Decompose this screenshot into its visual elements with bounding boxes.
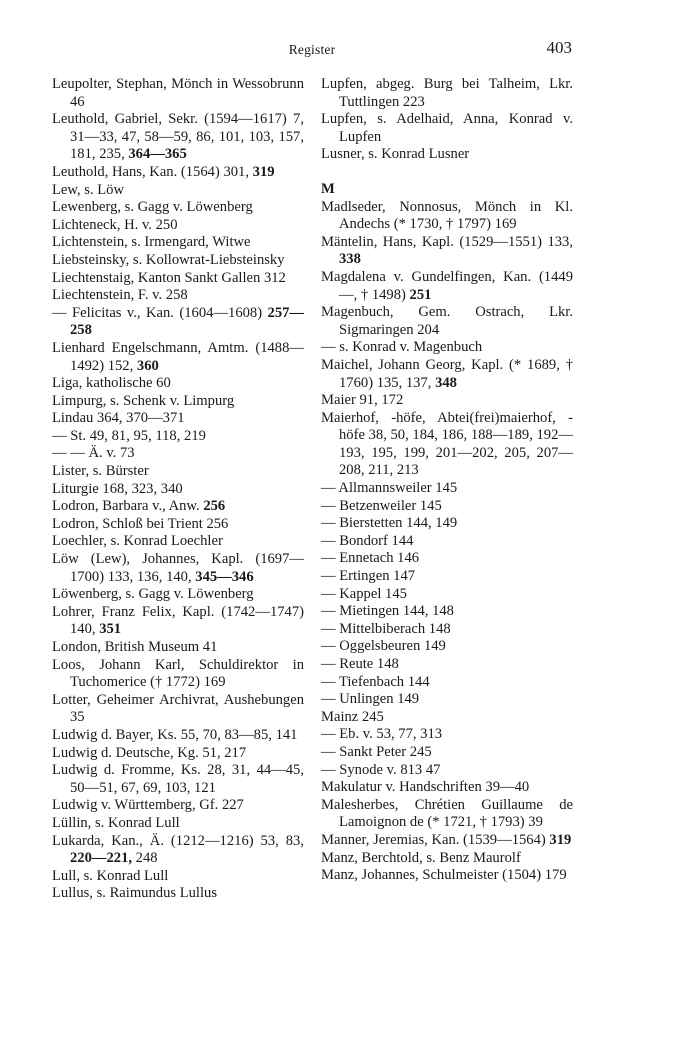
index-entry: Limpurg, s. Schenk v. Limpurg [52,392,235,409]
page-number: 403 [546,38,572,57]
index-entry: Madlseder, Nonnosus, Mönch in Kl. Andechs (* 1730, † 1797) 169 [321,198,573,233]
index-entry: Ludwig d. Deutsche, Kg. 51, 217 [52,744,247,761]
running-title: Register [288,42,336,57]
index-entry: Löwenberg, s. Gagg v. Löwenberg [52,586,254,603]
index-entry: Leuthold, Gabriel, Sekr. (1594—1617) 7, 31—33, 47, 58—59, 86, 101, 103, 157, 181, 235, 364—365 [52,111,304,163]
index-entry: Lodron, Schloß bei Trient 256 [52,515,229,532]
left-column [52,76,304,903]
index-entry: Lister, s. Bürster [52,463,149,480]
index-entry: — Mittelbiberach 148 [321,620,451,637]
right-column [321,76,573,885]
index-entry: Lewenberg, s. Gagg v. Löwenberg [52,199,253,216]
page-header [52,38,572,60]
index-entry: Liechtenstein, F. v. 258 [52,287,188,304]
index-entry: Lew, s. Löw [52,181,125,198]
index-entry: Lindau 364, 370—371 [52,410,185,427]
index-entry: Lichteneck, H. v. 250 [52,216,178,233]
index-entry: Manner, Jeremias, Kan. (1539—1564) 319 [321,831,572,848]
index-entry: — Reute 148 [321,656,399,672]
index-entry: Lodron, Barbara v., Anw. 256 [52,498,226,515]
index-entry: Lüllin, s. Konrad Lull [52,814,180,831]
index-entry: Mainz 245 [321,708,384,725]
index-entry: Liebsteinsky, s. Kollowrat-Liebsteinsky [52,251,285,268]
index-entry: — Eb. v. 53, 77, 313 [321,726,443,743]
index-entry: Maierhof, -höfe, Abtei(frei)maierhof, -höfe 38, 50, 184, 186, 188—189, 192—193, 195, 199, 201—202, 205, 207—208, 211, 213 [321,409,573,479]
index-entry: Loos, Johann Karl, Schuldirektor in Tuchomerice († 1772) 169 [52,656,304,691]
index-entry: Malesherbes, Chrétien Guillaume de Lamoignon de (* 1721, † 1793) 39 [321,796,573,831]
index-entry: — Mietingen 144, 148 [321,603,454,620]
index-entry: Manz, Johannes, Schulmeister (1504) 179 [321,867,567,884]
index-entry: Liga, katholische 60 [52,375,171,392]
index-entry: London, British Museum 41 [52,639,218,655]
index-entry: Lotter, Geheimer Archivrat, Aushebungen 35 [52,691,304,726]
index-entry: — St. 49, 81, 95, 118, 219 [52,427,206,444]
index-entry: Maier 91, 172 [321,392,404,409]
index-entry: Leuthold, Hans, Kan. (1564) 301, 319 [52,163,275,180]
index-entry: Magdalena v. Gundelfingen, Kan. (1449—, † 1498) 251 [321,268,573,303]
index-entry: Ludwig d. Fromme, Ks. 28, 31, 44—45, 50—51, 67, 69, 103, 121 [52,762,304,796]
index-entry: — Kappel 145 [321,585,407,602]
index-entry: — Betzenweiler 145 [321,497,442,514]
index-entry: Lupfen, abgeg. Burg bei Talheim, Lkr. Tuttlingen 223 [321,76,573,110]
index-entry: Leupolter, Stephan, Mönch in Wessobrunn 46 [52,76,304,110]
index-entry: Lull, s. Konrad Lull [52,867,169,884]
index-entry: Mäntelin, Hans, Kapl. (1529—1551) 133, 338 [321,233,573,268]
index-entry: Löw (Lew), Johannes, Kapl. (1697—1700) 133, 136, 140, 345—346 [52,551,304,585]
index-entry: — s. Konrad v. Magenbuch [321,339,483,356]
index-entry: Makulatur v. Handschriften 39—40 [321,779,530,796]
index-entry: — Unlingen 149 [321,691,420,708]
index-entry: Lupfen, s. Adelhaid, Anna, Konrad v. Lupfen [321,111,573,145]
index-entry: Lukarda, Kan., Ä. (1212—1216) 53, 83, 220—221, 248 [52,832,304,867]
index-entry: Maichel, Johann Georg, Kapl. (* 1689, † 1760) 135, 137, 348 [321,356,573,391]
index-entry: — Synode v. 813 47 [321,761,441,778]
index-entry: Liturgie 168, 323, 340 [52,480,183,497]
index-entry: — Allmannsweiler 145 [321,480,458,497]
index-entry: Liechtenstaig, Kanton Sankt Gallen 312 [52,269,286,286]
index-entry: Lusner, s. Konrad Lusner [321,146,470,163]
index-entry: — — Ä. v. 73 [52,445,135,462]
index-entry: — Ertingen 147 [321,568,416,585]
index-entry: — Tiefenbach 144 [321,673,430,690]
section-heading: M [321,180,335,197]
index-entry: Manz, Berchtold, s. Benz Maurolf [321,849,521,866]
index-entry: Lullus, s. Raimundus Lullus [52,885,217,902]
index-entry: Magenbuch, Gem. Ostrach, Lkr. Sigmaringen 204 [321,304,573,338]
index-entry: Ludwig d. Bayer, Ks. 55, 70, 83—85, 141 [52,726,298,743]
index-entry: — Sankt Peter 245 [321,743,432,760]
index-entry: Lohrer, Franz Felix, Kapl. (1742—1747) 140, 351 [52,603,304,638]
index-entry: — Felicitas v., Kan. (1604—1608) 257—258 [52,304,304,339]
index-entry: — Oggelsbeuren 149 [321,638,446,655]
index-entry: Loechler, s. Konrad Loechler [52,533,223,550]
index-entry: — Bondorf 144 [321,532,414,549]
index-entry: Ludwig v. Württemberg, Gf. 227 [52,797,244,814]
index-entry: Lichtenstein, s. Irmengard, Witwe [52,234,251,251]
index-entry: — Ennetach 146 [321,550,420,567]
index-entry: — Bierstetten 144, 149 [321,515,458,532]
index-entry: Lienhard Engelschmann, Amtm. (1488—1492) 152, 360 [52,339,304,374]
